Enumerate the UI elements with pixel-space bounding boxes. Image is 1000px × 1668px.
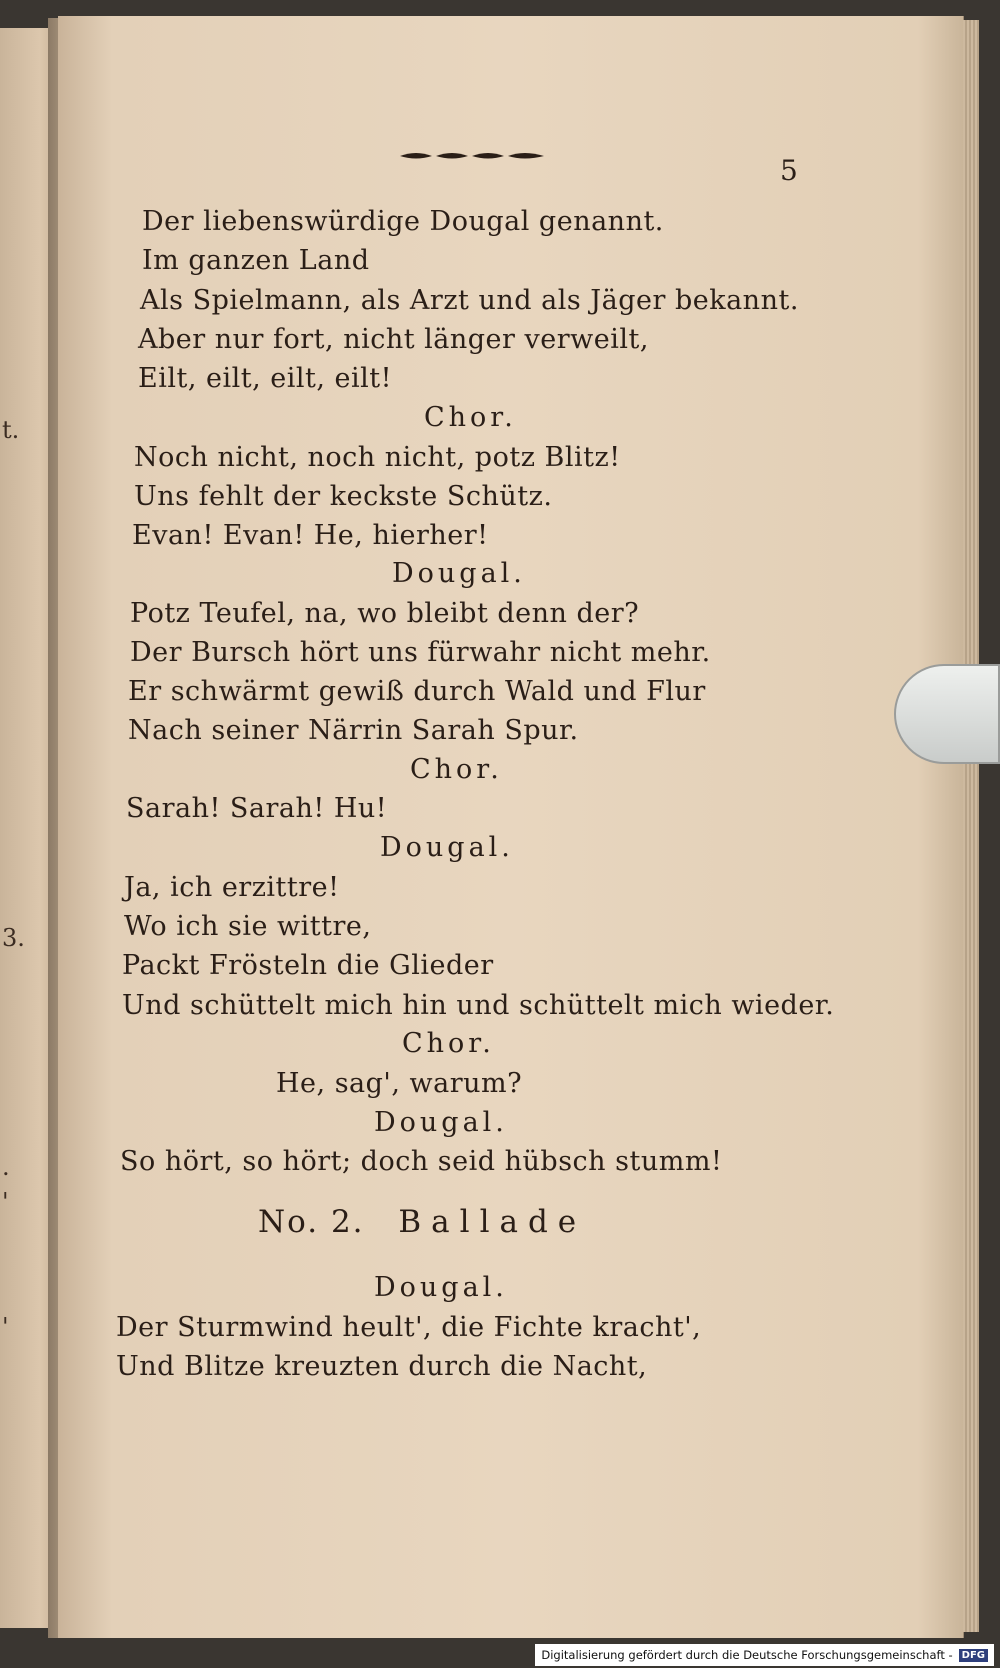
verse-line: Uns fehlt der keckste Schütz.: [134, 481, 553, 512]
verse-line: Wo ich sie wittre,: [124, 911, 372, 942]
section-heading: [258, 1204, 586, 1240]
left-fragment: 3.: [2, 924, 25, 952]
speaker-label: Chor.: [424, 402, 517, 433]
speaker-label: Dougal.: [374, 1107, 508, 1138]
verse-line: Aber nur fort, nicht länger verweilt,: [138, 324, 649, 355]
left-fragment: .: [2, 1153, 10, 1181]
left-fragment: ': [2, 1313, 9, 1341]
dfg-logo: DFG: [959, 1649, 988, 1662]
verse-line: He, sag', warum?: [276, 1068, 523, 1099]
verse-line: Der Sturmwind heult', die Fichte kracht',: [116, 1312, 702, 1343]
digitization-credit: [535, 1644, 994, 1666]
speaker-label: Dougal.: [392, 558, 526, 589]
verse-line: Und Blitze kreuzten durch die Nacht,: [116, 1351, 648, 1382]
verse-line: Als Spielmann, als Arzt und als Jäger bekannt.: [140, 285, 799, 316]
speaker-label: Dougal.: [380, 832, 514, 863]
verse-line: Ja, ich erzittre!: [124, 872, 340, 903]
verse-line: Noch nicht, noch nicht, potz Blitz!: [134, 442, 621, 473]
verse-line: So hört, so hört; doch seid hübsch stumm!: [120, 1146, 723, 1177]
section-number: No. 2.: [258, 1204, 365, 1240]
verse-line: Der Bursch hört uns fürwahr nicht mehr.: [130, 637, 711, 668]
credit-text: Digitalisierung gefördert durch die Deutsche Forschungsgemeinschaft -: [541, 1648, 953, 1662]
speaker-label: Chor.: [402, 1028, 495, 1059]
verse-line: Sarah! Sarah! Hu!: [126, 793, 388, 824]
page-stack-edge: [963, 20, 979, 1632]
speaker-label: Dougal.: [374, 1272, 508, 1303]
verse-line: Und schüttelt mich hin und schüttelt mich wieder.: [122, 990, 835, 1021]
left-fragment: t.: [2, 416, 20, 444]
verse-line: Potz Teufel, na, wo bleibt denn der?: [130, 598, 640, 629]
verse-line: Er schwärmt gewiß durch Wald und Flur: [128, 676, 706, 707]
verse-line: Im ganzen Land: [142, 245, 370, 276]
decorative-ornament: [398, 148, 546, 164]
speaker-label: Chor.: [410, 754, 503, 785]
verse-line: Eilt, eilt, eilt, eilt!: [138, 363, 392, 394]
page-number: 5: [780, 154, 798, 187]
verse-line: Packt Frösteln die Glieder: [122, 950, 494, 981]
verse-line: Nach seiner Närrin Sarah Spur.: [128, 715, 579, 746]
verse-line: Evan! Evan! He, hierher!: [132, 520, 489, 551]
verse-line: Der liebenswürdige Dougal genannt.: [142, 206, 664, 237]
section-title: Ballade: [398, 1204, 587, 1240]
left-fragment: ': [2, 1188, 9, 1216]
page-tab-marker: [894, 664, 1000, 764]
